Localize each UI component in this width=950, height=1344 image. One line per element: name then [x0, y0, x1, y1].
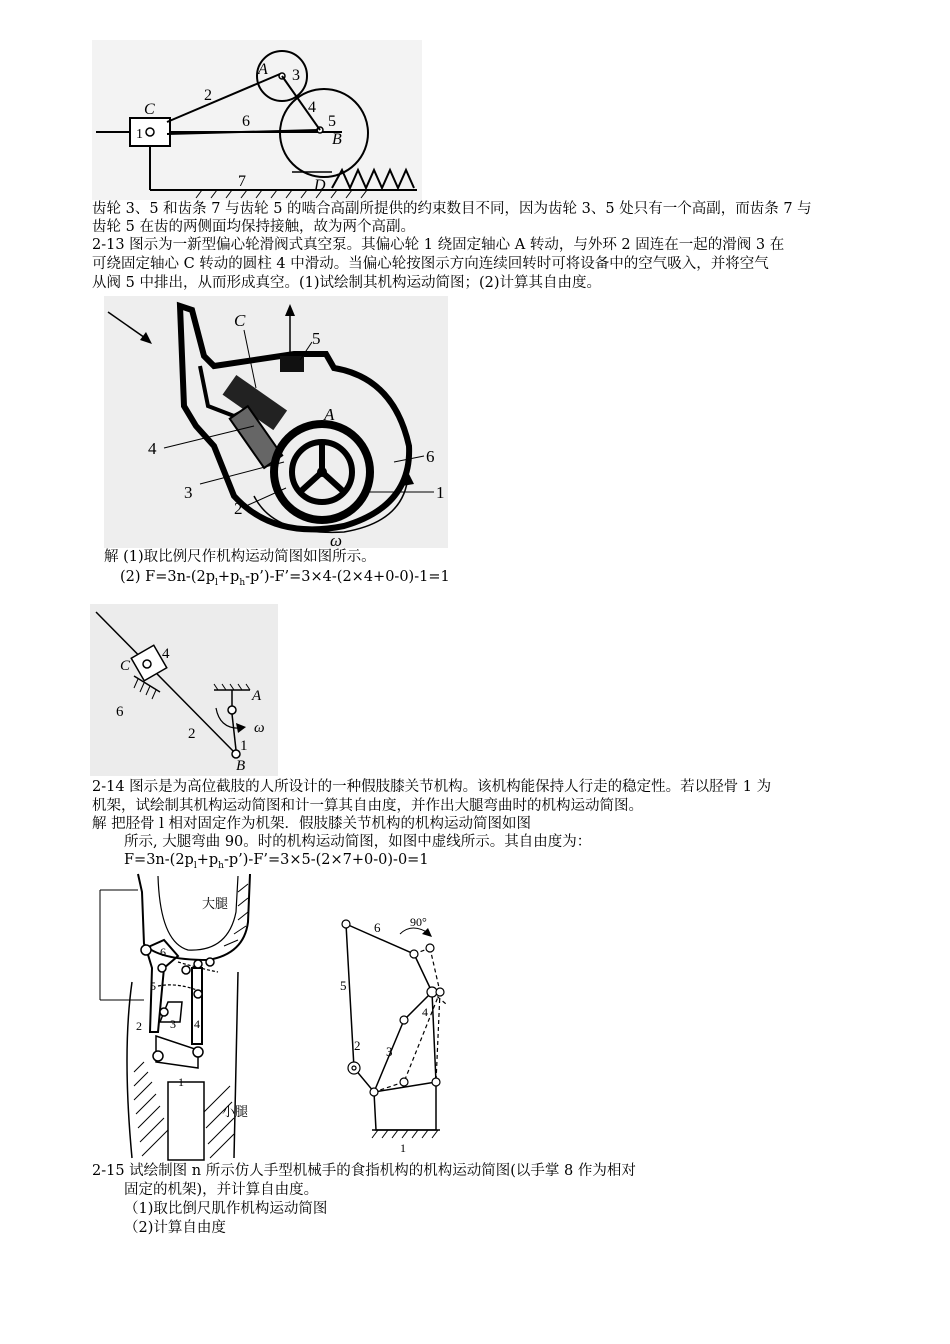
label-4: 4 — [148, 439, 157, 458]
label-angle: 90° — [410, 915, 427, 929]
solution-2-13-line-2: (2) $F=3n-(2p_l+p_h-p’)-F’=3\times 4-(2\times 4+0-0)-1=1$ — [120, 569, 450, 588]
label-omega: ω — [330, 531, 343, 548]
label-2: 2 — [354, 1038, 361, 1053]
label-5: 5 — [150, 979, 156, 993]
label-a: A — [324, 405, 335, 424]
label-1: 1 — [436, 483, 445, 502]
label-thigh: 大腿 — [202, 896, 229, 911]
problem-2-13-line-2: 可绕固定轴心 C 转动的圆柱 4 中滑动。当偏心轮按图示方向连续回转时可将设备中的空气吸入，并将空气 — [92, 256, 769, 272]
label-1: 1 — [136, 127, 143, 142]
label-4: 4 — [194, 1017, 200, 1031]
label-b: B — [236, 758, 246, 774]
label-6: 6 — [160, 945, 166, 959]
label-4: 4 — [162, 646, 170, 662]
label-2: 2 — [188, 726, 196, 742]
label-b: B — [332, 131, 342, 148]
label-3: 3 — [170, 1017, 176, 1031]
label-2: 2 — [204, 87, 212, 104]
label-shank: 小腿 — [222, 1104, 249, 1119]
label-5: 5 — [328, 113, 336, 130]
label-2: 2 — [136, 1019, 142, 1033]
label-1: 1 — [240, 738, 248, 754]
label-6: 6 — [426, 447, 435, 466]
label-6: 6 — [116, 704, 124, 720]
label-a: A — [252, 688, 262, 704]
label-5: 5 — [312, 329, 321, 348]
solution-2-13-line-1: 解 (1)取比例尺作机构运动简图如图所示。 — [104, 549, 376, 565]
label-1: 1 — [400, 1141, 406, 1155]
problem-2-14-line-2: 机架，试绘制其机构运动简图和计一算其自由度，并作出大腿弯曲时的机构运动简图。 — [92, 798, 643, 814]
label-c: C — [234, 311, 246, 330]
figure-vacuum-pump — [104, 296, 448, 548]
figure-knee-kinematic-diagram — [336, 904, 476, 1156]
label-2: 2 — [234, 499, 243, 518]
label-6: 6 — [242, 113, 250, 130]
figure-prosthetic-knee — [98, 872, 268, 1162]
label-3: 3 — [292, 67, 300, 84]
label-1: 1 — [178, 1075, 184, 1089]
label-4: 4 — [308, 99, 316, 116]
problem-2-15-line-2: 固定的机架)，并计算自由度。 — [124, 1182, 319, 1198]
label-c: C — [144, 101, 155, 118]
label-3: 3 — [386, 1044, 393, 1059]
problem-2-13-line-1: 2-13 图示为一新型偏心轮滑阀式真空泵。其偏心轮 1 绕固定轴心 A 转动，与外环 2 固连在一起的滑阀 3 在 — [92, 237, 785, 253]
problem-2-14-line-1: 2-14 图示是为高位截肢的人所设计的一种假肢膝关节机构。该机构能保持人行走的稳定性。若以胫骨 1 为 — [92, 779, 772, 795]
solution-2-14-line-3: $F=3n-(2p_l+p_h-p’)-F’=3\times 5-(2\times 7+0-0)-0=1$ — [124, 852, 429, 871]
problem-2-15-step-1: （1)取比倒尺肌作机构运动简图 — [124, 1201, 328, 1217]
label-5: 5 — [340, 978, 347, 993]
problem-2-15-step-2: （2)计算自由度 — [124, 1220, 226, 1236]
figure-pump-kinematic-sketch — [90, 604, 278, 776]
figure-gear-rack-mechanism — [92, 40, 422, 200]
problem-2-13-line-3: 从阀 5 中排出，从而形成真空。(1)试绘制其机构运动简图；(2)计算其自由度。 — [92, 275, 602, 291]
label-omega: ω — [254, 720, 265, 736]
label-3: 3 — [184, 483, 193, 502]
label-d: D — [314, 177, 326, 194]
solution-2-14-line-2: 所示, 大腿弯曲 90。时的机构运动简图，如图中虚线所示。其自由度为： — [124, 834, 592, 850]
label-c: C — [120, 658, 131, 674]
label-4: 4 — [422, 1005, 428, 1019]
para-2-12-line-2: 齿轮 5 在齿的两侧面均保持接触，故为两个高副。 — [92, 219, 415, 235]
label-7: 7 — [238, 173, 246, 190]
para-2-12-line-1: 齿轮 3、5 和齿条 7 与齿轮 5 的啮合高副所提供的约束数目不同，因为齿轮 3、5 处只有一个高副，而齿条 7 与 — [92, 201, 812, 217]
label-a: A — [258, 61, 268, 78]
solution-2-14-line-1: 解 把胫骨 l 相对固定作为机架．假肢膝关节机构的机构运动简图如图 — [92, 816, 531, 832]
problem-2-15-line-1: 2-15 试绘制图 n 所示仿人手型机械手的食指机构的机构运动简图(以手掌 8 作为相对 — [92, 1163, 636, 1179]
label-6: 6 — [374, 920, 381, 935]
